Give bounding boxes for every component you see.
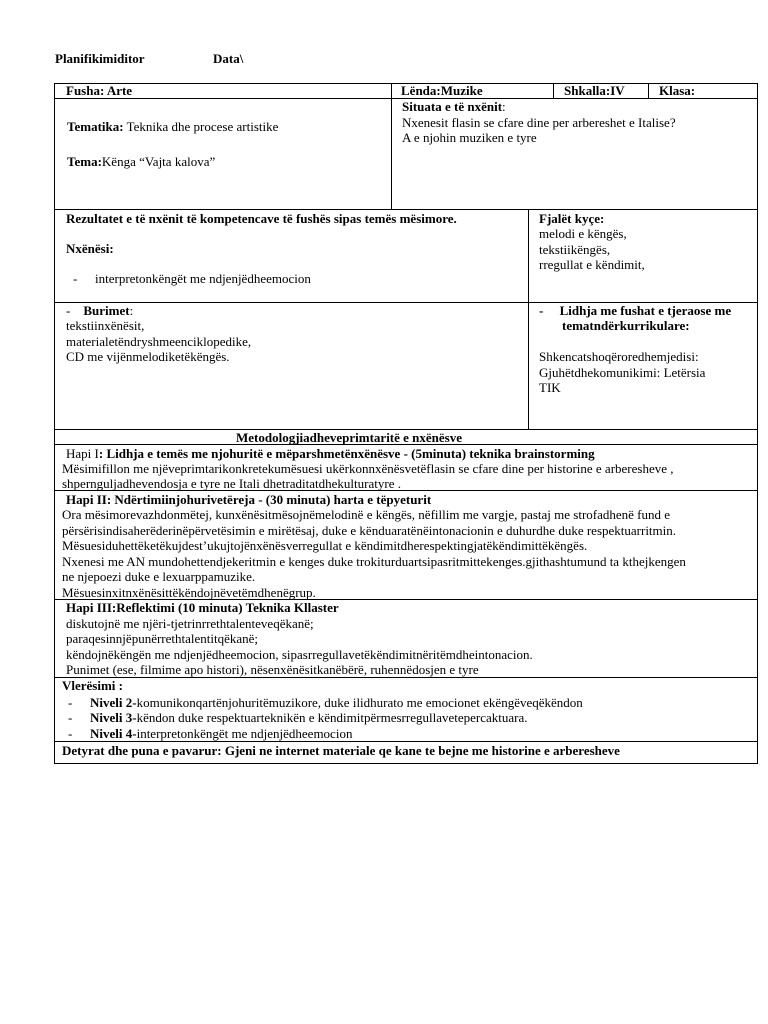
- hapi3-line: diskutojnë me njëri-tjetrinrrethtalenteveqëkanë;: [66, 616, 314, 631]
- fjalet-title: Fjalët kyçe:: [539, 211, 605, 226]
- fjalet-line: rregullat e këndimit,: [539, 257, 645, 272]
- hapi3-title: Hapi III:Reflektimi (10 minuta) Teknika Kllaster: [66, 600, 339, 615]
- lidhja-title-line1: Lidhja me fushat e tjeraose me: [559, 303, 732, 318]
- tematika: [67, 119, 278, 135]
- level-label: Niveli 3-: [90, 710, 137, 725]
- column-divider: [391, 83, 392, 210]
- hapi1-label: Hapi I: [66, 446, 99, 461]
- lenda-label: Lënda:Muzike: [401, 83, 483, 98]
- row-divider: [54, 209, 758, 210]
- tema-label: Tema:: [67, 154, 102, 169]
- klasa-label: Klasa:: [659, 83, 696, 98]
- hapi2-line: Nxenesi me AN mundohettendjekeritmin e kenges duke trokiturduartsipasritmittekenges.gjithashtumund ta kthejkengen: [62, 554, 686, 569]
- list-dash: -: [66, 303, 71, 318]
- hapi2-line: Ora mësimorevazhdonmëtej, kunxënësitmësojnëmelodinë e këngës, nëfillim me vargje, pastaj me strofadhenë fund e: [62, 507, 671, 522]
- list-dash: -: [73, 271, 78, 286]
- shkalla-label: Shkalla:IV: [564, 83, 625, 98]
- column-divider: [553, 83, 554, 99]
- planner-title: Planifikimiditor: [55, 51, 145, 66]
- vleresimi-title: Vlerësimi :: [62, 678, 124, 693]
- hapi1-title-text: : Lidhja e temës me njohuritë e mëparshmetënxënësve - (5minuta) teknika brainstorming: [98, 446, 595, 461]
- situata-title-text: Situata e të nxënit: [402, 99, 503, 114]
- list-dash: -: [68, 726, 73, 741]
- hapi2-line: Mësuesiduhettëketëkujdest’ukujtojënxënësverregullat e këndimitdherespektingjatëkëndimittëkëngës.: [62, 538, 588, 553]
- list-dash: -: [539, 303, 544, 318]
- hapi2-title: Hapi II: Ndërtimiinjohurivetëreja - (30 minuta) harta e tëpyeturit: [66, 492, 432, 507]
- lidhja-line: Gjuhëtdhekomunikimi: Letërsia: [539, 365, 706, 380]
- level-label: Niveli 2-: [90, 695, 137, 710]
- nxenesi-label: Nxënësi:: [66, 241, 114, 256]
- rezultatet-item: [73, 271, 311, 287]
- vleresimi-level: [68, 726, 352, 742]
- level-text: komunikonqartënjohuritëmuzikore, duke ilidhurato me emocionet ekëngëveqëkëndon: [136, 695, 583, 710]
- level-text: këndon duke respektuarteknikën e këndimitpërmesrregullavetepercaktuara.: [136, 710, 528, 725]
- tematika-value: Teknika dhe procese artistike: [123, 119, 279, 134]
- list-dash: -: [68, 695, 73, 710]
- lidhja-line: TIK: [539, 380, 561, 395]
- hapi1-line: shpernguljadhevendosja e tyre ne Itali dhetraditatdhekulturatyre .: [62, 476, 401, 491]
- column-divider: [648, 83, 649, 99]
- burimet-title-text: Burimet: [83, 303, 130, 318]
- list-dash: -: [68, 710, 73, 725]
- tema-value: Kënga “Vajta kalova”: [101, 154, 216, 169]
- hapi2-line: Mësuesinxitnxënësittëkëndojnëvetëmdhenëgrup.: [62, 585, 316, 600]
- lidhja-title-line2: tematndërkurrikulare:: [562, 318, 690, 333]
- lidhja-title: [539, 303, 731, 319]
- burimet-line: materialetëndryshmeenciklopedike,: [66, 334, 252, 349]
- hapi3-line: këndojnëkëngën me ndjenjëdheemocion, sipasrregullavetëkëndimitnëritëmdheintonacion.: [66, 647, 533, 662]
- vleresimi-level: [68, 695, 583, 711]
- fusha-label: Fusha: Arte: [66, 83, 133, 98]
- detyrat-text: Detyrat dhe puna e pavarur: Gjeni ne internet materiale qe kane te bejne me historine e arberesheve: [62, 743, 620, 758]
- vleresimi-level: [68, 710, 528, 726]
- column-divider: [528, 209, 529, 430]
- tema: [67, 154, 215, 170]
- burimet-title: [66, 303, 133, 319]
- burimet-colon: :: [129, 303, 134, 318]
- hapi1-title: [66, 446, 595, 462]
- hapi3-line: paraqesinnjëpunërrethtalentitqëkanë;: [66, 631, 259, 646]
- fjalet-line: melodi e këngës,: [539, 226, 627, 241]
- date-label: Data\: [213, 51, 244, 66]
- level-text: interpretonkëngët me ndjenjëdheemocion: [136, 726, 353, 741]
- metodologjia-heading: Metodologjiadheveprimtaritë e nxënësve: [236, 430, 463, 445]
- burimet-line: tekstiinxënësit,: [66, 318, 145, 333]
- situata-line: Nxenesit flasin se cfare dine per arbereshet e Italise?: [402, 115, 676, 130]
- situata-line: A e njohin muziken e tyre: [402, 130, 537, 145]
- situata-colon: :: [502, 99, 506, 114]
- lidhja-line: Shkencatshoqëroredhemjedisi:: [539, 349, 699, 364]
- hapi1-line: Mësimifillon me njëveprimtarikonkretekumësuesi ukërkonnxënësvetëflasin se cfare dine per historine e arbereshеve ,: [62, 461, 674, 476]
- hapi2-line: përsërisindisaherëderinëpërvetësimin e mirëtësaj, duke e kënduaratënëintonacionin e duhurdhe duke respektuarritmin.: [62, 523, 677, 538]
- rezultatet-item-text: interpretonkëngët me ndjenjëdheemocion: [95, 271, 311, 286]
- fjalet-line: tekstiikëngës,: [539, 242, 611, 257]
- burimet-line: CD me vijënmelodiketëkëngës.: [66, 349, 230, 364]
- hapi2-line: ne njepoezi duke e lexuarppamuzike.: [62, 569, 256, 584]
- tematika-label: Tematika:: [67, 119, 124, 134]
- hapi3-line: Punimet (ese, filmime apo histori), nësenxënësitkanëbërë, ruhennëdosjen e tyre: [66, 662, 479, 677]
- level-label: Niveli 4-: [90, 726, 137, 741]
- rezultatet-title: Rezultatet e të nxënit të kompetencave të fushës sipas temës mësimore.: [66, 211, 457, 226]
- situata-title: [402, 99, 506, 115]
